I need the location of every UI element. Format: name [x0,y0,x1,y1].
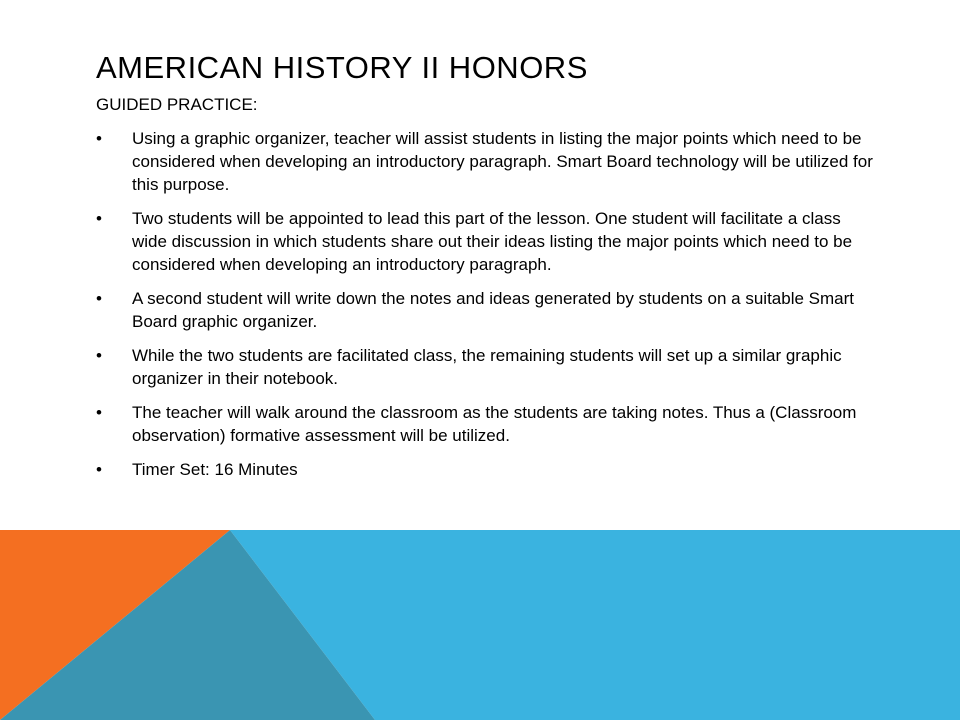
bullet-item [96,287,876,333]
section-subheading: GUIDED PRACTICE: [96,95,258,114]
bullet-item [96,207,876,276]
bullet-item [96,401,876,447]
bullet-text: The teacher will walk around the classroom as the students are taking notes. Thus a (Classroom observation) formative assessment will be utilized. [132,403,857,445]
bullet-dot-icon: • [96,346,102,365]
bullet-text: Timer Set: 16 Minutes [132,460,298,479]
bullet-dot-icon: • [96,403,102,422]
bullet-text: Using a graphic organizer, teacher will assist students in listing the major points which need to be considered when developing an introductory paragraph. Smart Board technology will be utilized for this purpose. [132,129,873,194]
bullet-text: While the two students are facilitated class, the remaining students will set up a similar graphic organizer in their notebook. [132,346,842,388]
slide-title: AMERICAN HISTORY II HONORS [96,50,588,85]
bullet-text: Two students will be appointed to lead this part of the lesson. One student will facilitate a class wide discussion in which students share out their ideas listing the major points which need to be considered when developing an introductory paragraph. [132,209,853,274]
slide-content [96,94,876,492]
bullet-text: A second student will write down the notes and ideas generated by students on a suitable Smart Board graphic organizer. [132,289,855,331]
bullet-item [96,127,876,196]
bullet-item [96,458,876,481]
bullet-dot-icon: • [96,289,102,308]
bullet-dot-icon: • [96,460,102,479]
bullet-list [96,127,876,481]
bullet-dot-icon: • [96,129,102,148]
bullet-dot-icon: • [96,209,102,228]
bullet-item [96,344,876,390]
